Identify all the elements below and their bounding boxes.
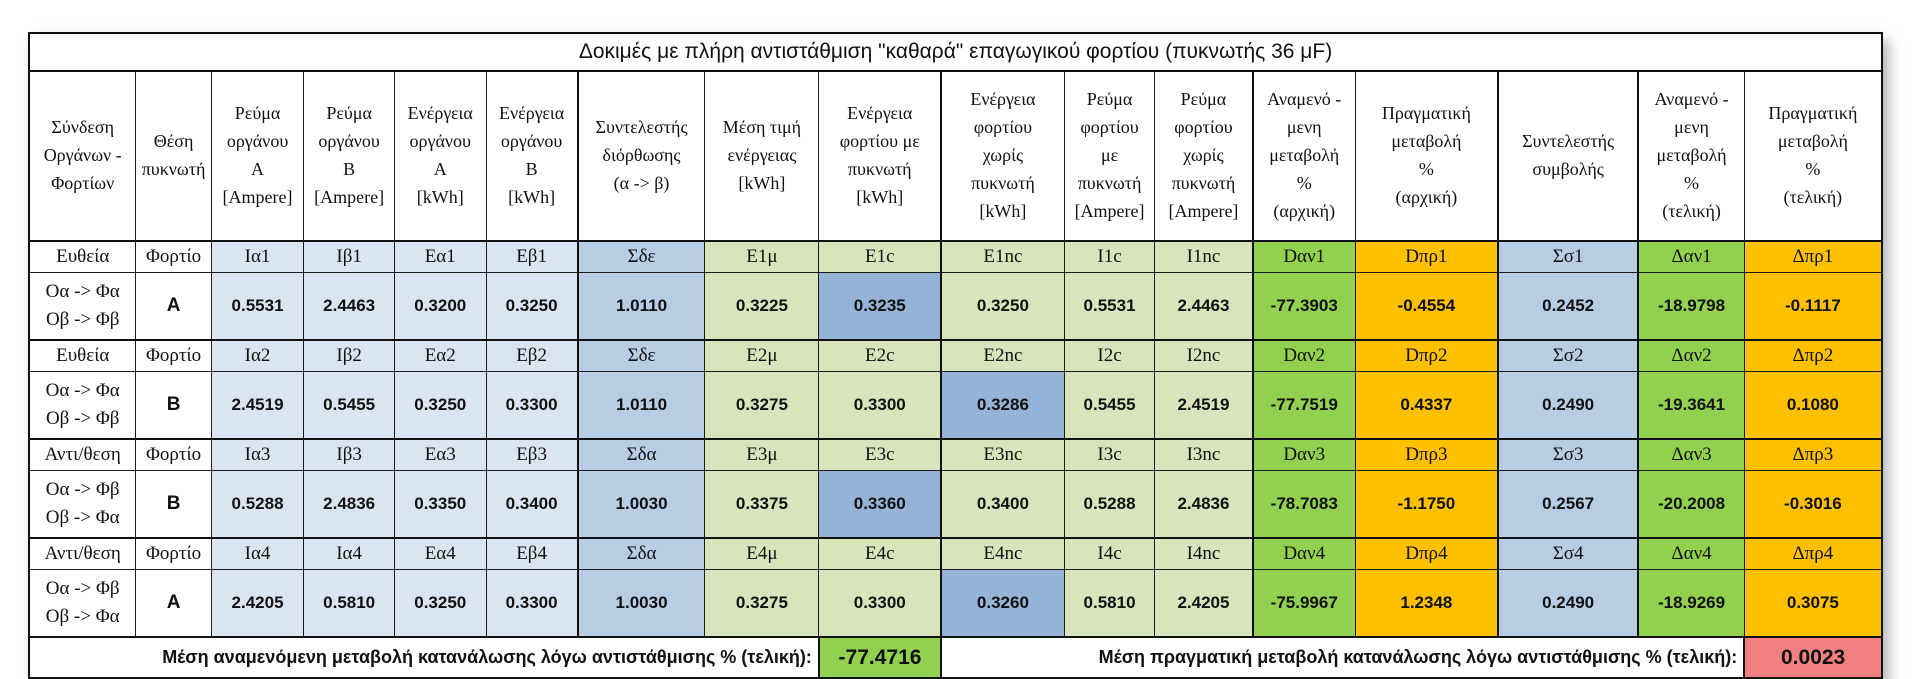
column-header-7 [705, 71, 819, 241]
value-cell[interactable]: -19.3641 [1638, 372, 1744, 440]
value-cell[interactable]: 0.2490 [1498, 570, 1638, 638]
value-cell[interactable]: -18.9269 [1638, 570, 1744, 638]
label-cell[interactable]: Εα2 [394, 340, 486, 372]
label-cell[interactable]: Σσ2 [1498, 340, 1638, 372]
label-cell[interactable]: Ια3 [211, 439, 304, 471]
label-cell[interactable]: Ιβ2 [304, 340, 395, 372]
label-cell[interactable]: Dαν4 [1253, 538, 1356, 570]
column-header-16 [1744, 71, 1882, 241]
column-header-line: μεταβολή [1777, 131, 1848, 152]
label-cell[interactable]: Dαν2 [1253, 340, 1356, 372]
column-header-line: % [1684, 172, 1700, 193]
label-cell[interactable]: Φορτίο [136, 439, 211, 471]
value-cell[interactable]: 2.4205 [211, 570, 304, 638]
column-header-line: (αρχική) [1395, 186, 1458, 207]
value-cell[interactable]: 0.3200 [394, 273, 486, 341]
value-cell[interactable]: 2.4836 [1155, 471, 1253, 539]
column-header-line: Ρεύμα [234, 103, 281, 124]
column-header-line: φορτίου [973, 117, 1033, 138]
summary-row [29, 637, 1882, 678]
value-cell[interactable]: 2.4519 [211, 372, 304, 440]
value-cell[interactable]: -0.1117 [1744, 273, 1882, 341]
column-header-line: [kWh] [738, 172, 786, 193]
column-header-line: Θέση [153, 131, 194, 152]
label-cell[interactable]: Ε3μ [705, 439, 819, 471]
column-header-line: Αναμενό - [1267, 89, 1342, 110]
column-header-line: πυκνωτή [1171, 172, 1236, 193]
value-cell[interactable]: 0.3350 [394, 471, 486, 539]
label-cell[interactable]: Δαν4 [1638, 538, 1744, 570]
column-header-13 [1355, 71, 1498, 241]
label-cell[interactable]: Dπρ3 [1355, 439, 1498, 471]
label-cell[interactable]: Dαν1 [1253, 241, 1356, 273]
label-cell[interactable]: Εβ4 [486, 538, 578, 570]
label-row [29, 340, 1882, 372]
value-cell[interactable]: 0.3300 [819, 570, 941, 638]
label-cell[interactable]: Ια4 [211, 538, 304, 570]
value-cell[interactable]: 0.5455 [304, 372, 395, 440]
value-cell[interactable]: 1.0030 [578, 471, 705, 539]
value-cell[interactable]: -75.9967 [1253, 570, 1356, 638]
value-cell[interactable]: 0.3300 [486, 372, 578, 440]
label-cell[interactable]: Σδε [578, 340, 705, 372]
column-header-8 [819, 71, 941, 241]
column-header-line: Φορτίων [51, 172, 115, 193]
value-cell[interactable]: 0.3275 [705, 372, 819, 440]
label-cell[interactable]: Αντι/θεση [29, 439, 136, 471]
column-header-line: πυκνωτή [971, 172, 1035, 193]
value-cell[interactable]: 0.3225 [705, 273, 819, 341]
value-cell[interactable]: 0.5455 [1064, 372, 1155, 440]
column-header-line: Οργάνων - [43, 145, 122, 166]
connection-line: Οα -> Φα [45, 281, 120, 303]
column-header-line: οργάνου [226, 131, 289, 152]
value-cell[interactable]: 0.3300 [819, 372, 941, 440]
label-cell[interactable]: Ι4nc [1155, 538, 1253, 570]
label-cell[interactable]: Δπρ2 [1744, 340, 1882, 372]
column-header-line: πυκνωτή [1077, 172, 1142, 193]
label-cell[interactable]: Εβ3 [486, 439, 578, 471]
column-header-line: % [1296, 172, 1312, 193]
table-title: Δοκιμές με πλήρη αντιστάθμιση "καθαρά" επαγωγικού φορτίου (πυκνωτής 36 μF) [29, 33, 1882, 71]
label-cell[interactable]: Δαν3 [1638, 439, 1744, 471]
label-cell[interactable]: Δπρ3 [1744, 439, 1882, 471]
column-header-line: πυκνωτή [141, 159, 206, 179]
label-cell[interactable]: Ε4c [819, 538, 941, 570]
value-cell[interactable]: 0.1080 [1744, 372, 1882, 440]
column-header-line: % [1805, 159, 1821, 179]
column-header-line: [Ampere] [1074, 200, 1145, 221]
label-cell[interactable]: Εα3 [394, 439, 486, 471]
label-cell[interactable]: Ε2μ [705, 340, 819, 372]
label-cell[interactable]: Φορτίο [136, 538, 211, 570]
column-header-line: Β [525, 159, 538, 179]
column-header-line: Αναμενό - [1654, 89, 1729, 110]
label-cell[interactable]: Ε2nc [941, 340, 1064, 372]
column-header-line: Συντελεστής [595, 117, 688, 138]
column-header-line: Συντελεστής [1522, 131, 1615, 152]
column-header-line: [kWh] [856, 186, 904, 207]
column-header-line: Ενέργεια [847, 103, 913, 124]
label-cell[interactable]: Dπρ2 [1355, 340, 1498, 372]
label-cell[interactable]: Εβ1 [486, 241, 578, 273]
actual-change-label: Μέση πραγματική μεταβολή κατανάλωσης λόγω αντιστάθμισης % (τελική): [941, 637, 1744, 678]
value-cell[interactable]: -0.3016 [1744, 471, 1882, 539]
column-header-6 [578, 71, 705, 241]
capacitor-position-cell[interactable]: Α [136, 273, 211, 341]
label-cell[interactable]: Dπρ4 [1355, 538, 1498, 570]
value-cell[interactable]: 0.3360 [819, 471, 941, 539]
label-cell[interactable]: Φορτίο [136, 340, 211, 372]
value-cell[interactable]: 0.3400 [941, 471, 1064, 539]
column-header-line: μεταβολή [1391, 131, 1462, 152]
column-header-line: μενη [1286, 117, 1322, 138]
value-cell[interactable]: 0.3400 [486, 471, 578, 539]
value-cell[interactable]: -18.9798 [1638, 273, 1744, 341]
expected-change-value[interactable]: -77.4716 [819, 637, 941, 678]
connection-cell[interactable] [29, 273, 136, 341]
column-header-line: Ενέργεια [970, 89, 1036, 110]
connection-line: Οα -> Φβ [45, 578, 120, 600]
label-cell[interactable]: Σσ4 [1498, 538, 1638, 570]
spreadsheet-frame [28, 32, 1883, 679]
value-row [29, 273, 1882, 341]
label-cell[interactable]: Φορτίο [136, 241, 211, 273]
value-cell[interactable]: 1.0110 [578, 273, 705, 341]
value-cell[interactable]: 1.0110 [578, 372, 705, 440]
label-cell[interactable]: Ι3c [1064, 439, 1155, 471]
column-header-line: χωρίς [1183, 145, 1224, 166]
value-cell[interactable]: 2.4205 [1155, 570, 1253, 638]
value-cell[interactable]: -20.2008 [1638, 471, 1744, 539]
label-cell[interactable]: Εβ2 [486, 340, 578, 372]
label-cell[interactable]: Ε4nc [941, 538, 1064, 570]
label-cell[interactable]: Αντι/θεση [29, 538, 136, 570]
column-header-line: οργάνου [409, 131, 471, 152]
connection-line: Οα -> Φβ [45, 479, 120, 501]
connection-cell[interactable] [29, 570, 136, 638]
value-cell[interactable]: 0.3260 [941, 570, 1064, 638]
column-header-line: (τελική) [1662, 200, 1721, 221]
label-cell[interactable]: Εα1 [394, 241, 486, 273]
label-cell[interactable]: Ι2c [1064, 340, 1155, 372]
value-cell[interactable]: 0.5288 [211, 471, 304, 539]
column-header-line: οργάνου [318, 131, 380, 152]
value-cell[interactable]: 0.4337 [1355, 372, 1498, 440]
column-header-line: [kWh] [508, 186, 556, 207]
column-header-line: φορτίου με [839, 131, 920, 152]
column-header-line: Ενέργεια [407, 103, 473, 124]
column-header-line: [kWh] [979, 200, 1027, 221]
label-cell[interactable]: Ιβ1 [304, 241, 395, 273]
expected-change-label: Μέση αναμενόμενη μεταβολή κατανάλωσης λόγω αντιστάθμισης % (τελική): [29, 637, 819, 678]
label-cell[interactable]: Δπρ4 [1744, 538, 1882, 570]
connection-cell[interactable] [29, 372, 136, 440]
value-cell[interactable]: 0.5288 [1064, 471, 1155, 539]
label-cell[interactable]: Ιβ3 [304, 439, 395, 471]
capacitor-position-cell[interactable]: Β [136, 471, 211, 539]
measurement-table [28, 32, 1883, 679]
label-cell[interactable]: Ε1nc [941, 241, 1064, 273]
label-cell[interactable]: Ι2nc [1155, 340, 1253, 372]
value-cell[interactable]: 0.3250 [394, 570, 486, 638]
label-row [29, 439, 1882, 471]
column-header-line: Μέση τιμή [722, 117, 802, 138]
label-cell[interactable]: Σσ3 [1498, 439, 1638, 471]
value-cell[interactable]: 0.2452 [1498, 273, 1638, 341]
column-header-5 [486, 71, 578, 241]
column-header-line: (τελική) [1783, 186, 1843, 207]
value-cell[interactable]: 0.3250 [941, 273, 1064, 341]
column-header-line: διόρθωσης [602, 145, 681, 166]
label-cell[interactable]: Σδε [578, 241, 705, 273]
label-cell[interactable]: Ε4μ [705, 538, 819, 570]
label-cell[interactable]: Ε2c [819, 340, 941, 372]
label-cell[interactable]: Ια1 [211, 241, 304, 273]
column-header-15 [1638, 71, 1744, 241]
value-cell[interactable]: -77.3903 [1253, 273, 1356, 341]
column-header-line: οργάνου [500, 131, 563, 152]
value-cell[interactable]: 0.5810 [1064, 570, 1155, 638]
column-header-line: (α -> β) [613, 172, 670, 193]
value-row [29, 471, 1882, 539]
column-header-line: με [1100, 145, 1119, 166]
column-header-line: (αρχική) [1273, 200, 1336, 221]
column-header-line: Β [343, 159, 356, 179]
column-header-line: συμβολής [1532, 159, 1604, 179]
column-header-line: Ρεύμα [1180, 89, 1227, 110]
capacitor-position-cell[interactable]: Β [136, 372, 211, 440]
column-header-line: μεταβολή [1656, 145, 1727, 166]
actual-change-value[interactable]: 0.0023 [1744, 637, 1882, 678]
column-header-line: μενη [1674, 117, 1709, 138]
label-cell[interactable]: Ι1nc [1155, 241, 1253, 273]
value-cell[interactable]: 0.5531 [1064, 273, 1155, 341]
value-cell[interactable]: 0.3275 [705, 570, 819, 638]
value-cell[interactable]: 2.4463 [304, 273, 395, 341]
label-cell[interactable]: Ια2 [211, 340, 304, 372]
column-header-11 [1155, 71, 1253, 241]
column-header-line: φορτίου [1174, 117, 1233, 138]
value-cell[interactable]: 0.3286 [941, 372, 1064, 440]
value-cell[interactable]: 0.3075 [1744, 570, 1882, 638]
column-header-line: [kWh] [416, 186, 464, 207]
label-cell[interactable]: Σδα [578, 439, 705, 471]
column-header-12 [1253, 71, 1356, 241]
label-cell[interactable]: Ε1μ [705, 241, 819, 273]
label-cell[interactable]: Εα4 [394, 538, 486, 570]
column-header-4 [394, 71, 486, 241]
label-cell[interactable]: Δαν2 [1638, 340, 1744, 372]
value-cell[interactable]: -77.7519 [1253, 372, 1356, 440]
value-cell[interactable]: -1.1750 [1355, 471, 1498, 539]
column-header-line: [Ampere] [1168, 200, 1239, 221]
value-cell[interactable]: 2.4463 [1155, 273, 1253, 341]
column-header-9 [941, 71, 1064, 241]
label-cell[interactable]: Dαν3 [1253, 439, 1356, 471]
label-cell[interactable]: Dπρ1 [1355, 241, 1498, 273]
value-cell[interactable]: 0.5810 [304, 570, 395, 638]
capacitor-position-cell[interactable]: Α [136, 570, 211, 638]
value-cell[interactable]: 0.3250 [486, 273, 578, 341]
value-row [29, 372, 1882, 440]
connection-line: Οβ -> Φα [45, 606, 120, 627]
value-cell[interactable]: -0.4554 [1355, 273, 1498, 341]
label-cell[interactable]: Ευθεία [29, 340, 136, 372]
column-header-line: [Ampere] [314, 186, 385, 207]
column-header-line: φορτίου [1080, 117, 1139, 138]
label-cell[interactable]: Ε3c [819, 439, 941, 471]
column-header-line: Ρεύμα [326, 103, 372, 124]
column-header-3 [304, 71, 395, 241]
label-row [29, 538, 1882, 570]
column-header-line: Α [433, 159, 447, 179]
column-header-line: πυκνωτή [847, 159, 912, 179]
column-header-line: χωρίς [982, 145, 1024, 166]
value-cell[interactable]: 0.3250 [394, 372, 486, 440]
column-header-10 [1064, 71, 1155, 241]
value-cell[interactable]: 0.2490 [1498, 372, 1638, 440]
label-cell[interactable]: Σσ1 [1498, 241, 1638, 273]
label-cell[interactable]: Ευθεία [29, 241, 136, 273]
value-cell[interactable]: 0.3235 [819, 273, 941, 341]
connection-line: Οβ -> Φβ [45, 309, 120, 330]
value-cell[interactable]: 2.4836 [304, 471, 395, 539]
label-row [29, 241, 1882, 273]
connection-line: Οβ -> Φα [45, 507, 120, 528]
column-header-line: Σύνδεση [51, 117, 115, 138]
value-row [29, 570, 1882, 638]
value-cell[interactable]: 0.2567 [1498, 471, 1638, 539]
column-header-line: μεταβολή [1269, 145, 1340, 166]
column-header-line: [Ampere] [222, 186, 293, 207]
value-cell[interactable]: -78.7083 [1253, 471, 1356, 539]
value-cell[interactable]: 1.2348 [1355, 570, 1498, 638]
column-header-14 [1498, 71, 1638, 241]
label-cell[interactable]: Δπρ1 [1744, 241, 1882, 273]
column-header-line: Πραγματική [1381, 103, 1471, 124]
column-header-1 [136, 71, 211, 241]
label-cell[interactable]: Ε1c [819, 241, 941, 273]
label-cell[interactable]: Δαν1 [1638, 241, 1744, 273]
connection-cell[interactable] [29, 471, 136, 539]
value-cell[interactable]: 0.3300 [486, 570, 578, 638]
column-header-0 [29, 71, 136, 241]
column-header-line: Ενέργεια [499, 103, 565, 124]
column-header-line: % [1418, 159, 1434, 179]
label-cell[interactable]: Ια4 [304, 538, 395, 570]
label-cell[interactable]: Ι3nc [1155, 439, 1253, 471]
value-cell[interactable]: 0.5531 [211, 273, 304, 341]
column-header-line: ενέργειας [727, 145, 797, 166]
value-cell[interactable]: 0.3375 [705, 471, 819, 539]
label-cell[interactable]: Ε3nc [941, 439, 1064, 471]
column-header-line: Ρεύμα [1086, 89, 1133, 110]
connection-line: Οβ -> Φβ [45, 408, 120, 429]
value-cell[interactable]: 2.4519 [1155, 372, 1253, 440]
column-header-2 [211, 71, 304, 241]
label-cell[interactable]: Ι4c [1064, 538, 1155, 570]
connection-line: Οα -> Φα [45, 380, 120, 402]
value-cell[interactable]: 1.0030 [578, 570, 705, 638]
column-header-line: Πραγματική [1768, 103, 1858, 124]
column-header-line: Α [251, 159, 265, 179]
label-cell[interactable]: Ι1c [1064, 241, 1155, 273]
header-row [29, 71, 1882, 241]
label-cell[interactable]: Σδα [578, 538, 705, 570]
